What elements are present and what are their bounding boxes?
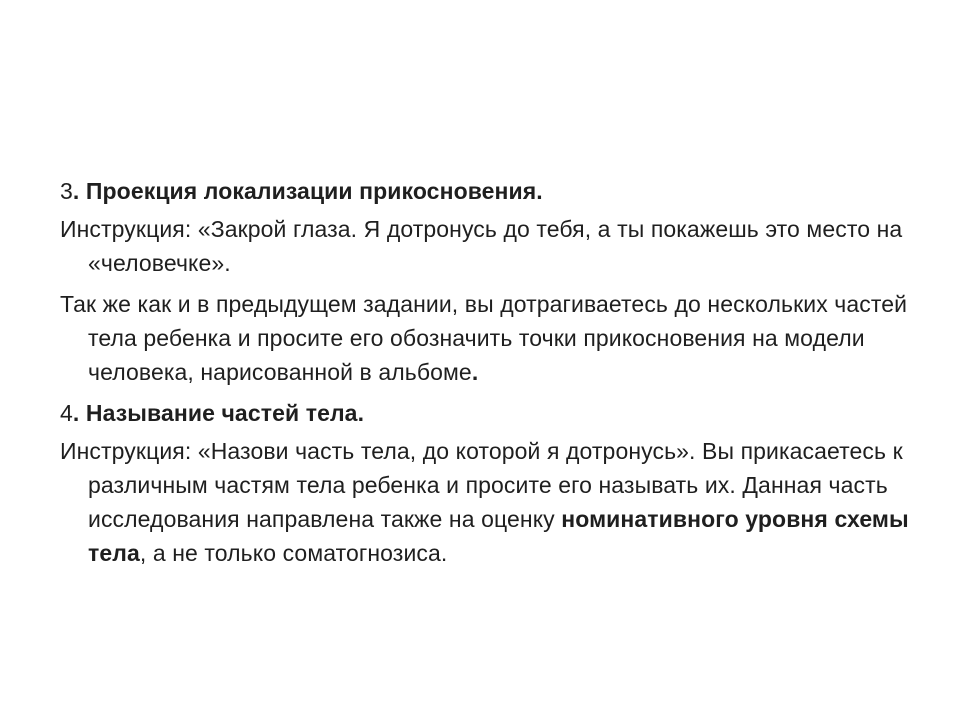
section-3-number: 3 [60,178,73,204]
section-4-number: 4 [60,400,73,426]
section-3-description-text: Так же как и в предыдущем задании, вы дотрагиваетесь до нескольких частей тела ребенка и просите его обозначить точки прикосновения на модели человека, нарисованной в альбоме [60,291,908,385]
section-4-heading [60,396,920,430]
section-4-title: . Называние частей тела. [72,400,365,426]
section-4-text-before: Инструкция: «Назови часть тела, до которой я дотронусь». Вы прикасаетесь к различным частям тела ребенка и просите его называть их. Данная часть исследования направлена также на оценку [60,438,903,532]
section-3-description-end: . [471,359,479,385]
section-3-heading [60,174,920,208]
section-3-title: . Проекция локализации прикосновения. [72,178,543,204]
section-4-text-after: , а не только соматогнозиса. [139,540,448,566]
section-3-instruction: Инструкция: «Закрой глаза. Я дотронусь до тебя, а ты покажешь это место на «человечке». [60,216,903,276]
slide-content [60,174,920,577]
section-3-description [60,287,920,389]
section-4-text-bold: номинативного уровня схемы тела [88,506,909,566]
section-4-body [60,434,920,570]
